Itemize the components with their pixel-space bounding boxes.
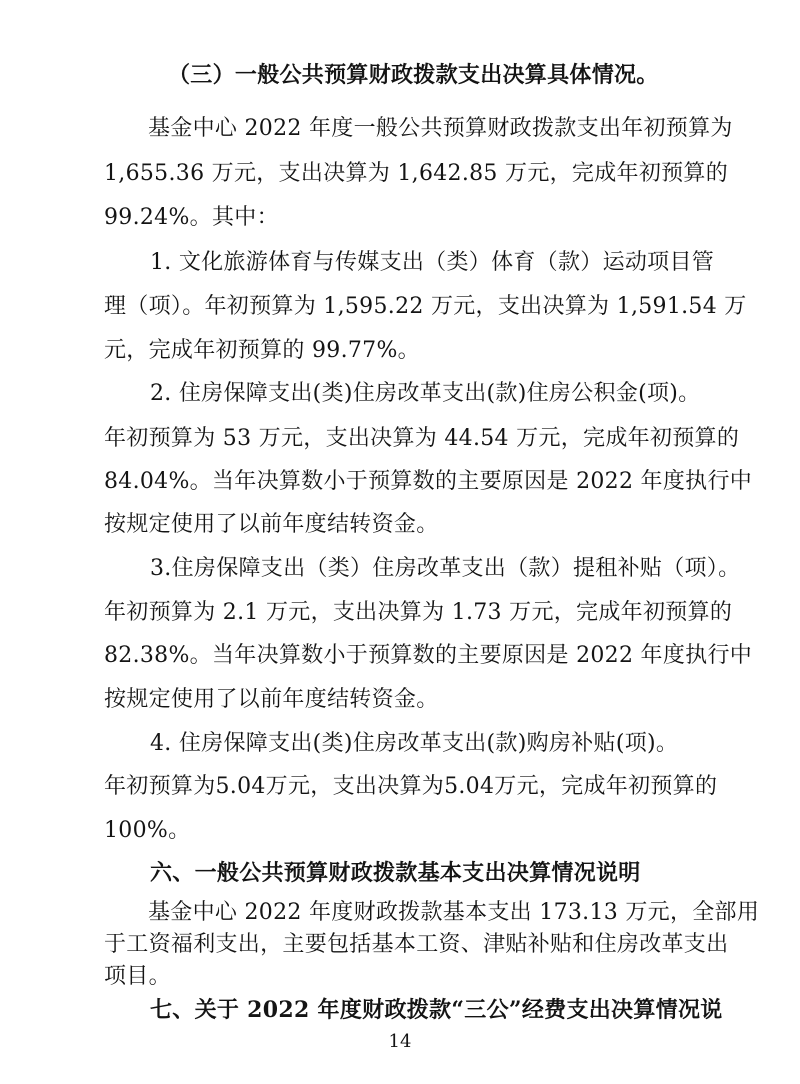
section-6-line-3: 项目。: [104, 964, 171, 989]
section-6-line-1: 基金中心 2022 年度财政拨款基本支出 173.13 万元，全部用: [148, 900, 760, 925]
item-3-line-1: 3.住房保障支出（类）住房改革支出（款）提租补贴（项）。: [150, 556, 741, 581]
item-2-line-4: 按规定使用了以前年度结转资金。: [104, 512, 439, 537]
section-3-intro-line-3: 99.24%。其中：: [104, 205, 279, 230]
item-3-line-3: 82.38%。当年决算数小于预算数的主要原因是 2022 年度执行中: [104, 643, 753, 668]
item-2-line-2: 年初预算为 53 万元，支出决算为 44.54 万元，完成年初预算的: [104, 426, 740, 451]
item-3-line-4: 按规定使用了以前年度结转资金。: [104, 687, 439, 712]
item-4-line-1: 4. 住房保障支出(类)住房改革支出(款)购房补贴(项)。: [150, 731, 679, 756]
section-3-intro-line-1: 基金中心 2022 年度一般公共预算财政拨款支出年初预算为: [148, 116, 733, 141]
item-3-line-2: 年初预算为 2.1 万元，支出决算为 1.73 万元，完成年初预算的: [104, 600, 733, 625]
item-4-line-3: 100%。: [104, 818, 191, 843]
section-3-intro-line-2: 1,655.36 万元，支出决算为 1,642.85 万元，完成年初预算的: [104, 161, 729, 186]
item-1-line-1: 1. 文化旅游体育与传媒支出（类）体育（款）运动项目管: [150, 250, 715, 275]
page-number: 14: [388, 1031, 412, 1052]
item-1-line-3: 元，完成年初预算的 99.77%。: [104, 338, 420, 363]
item-2-line-1: 2. 住房保障支出(类)住房改革支出(款)住房公积金(项)。: [150, 381, 701, 406]
item-4-line-2: 年初预算为5.04万元，支出决算为5.04万元，完成年初预算的: [104, 774, 718, 799]
section-7-heading: 七、关于 2022 年度财政拨款“三公”经费支出决算情况说: [150, 997, 723, 1023]
section-3-heading: （三）一般公共预算财政拨款支出决算具体情况。: [168, 62, 659, 88]
item-1-line-2: 理（项）。年初预算为 1,595.22 万元，支出决算为 1,591.54 万: [104, 294, 747, 319]
section-6-line-2: 于工资福利支出，主要包括基本工资、津贴补贴和住房改革支出: [104, 932, 729, 957]
section-6-heading: 六、一般公共预算财政拨款基本支出决算情况说明: [150, 860, 641, 886]
item-2-line-3: 84.04%。当年决算数小于预算数的主要原因是 2022 年度执行中: [104, 469, 753, 494]
